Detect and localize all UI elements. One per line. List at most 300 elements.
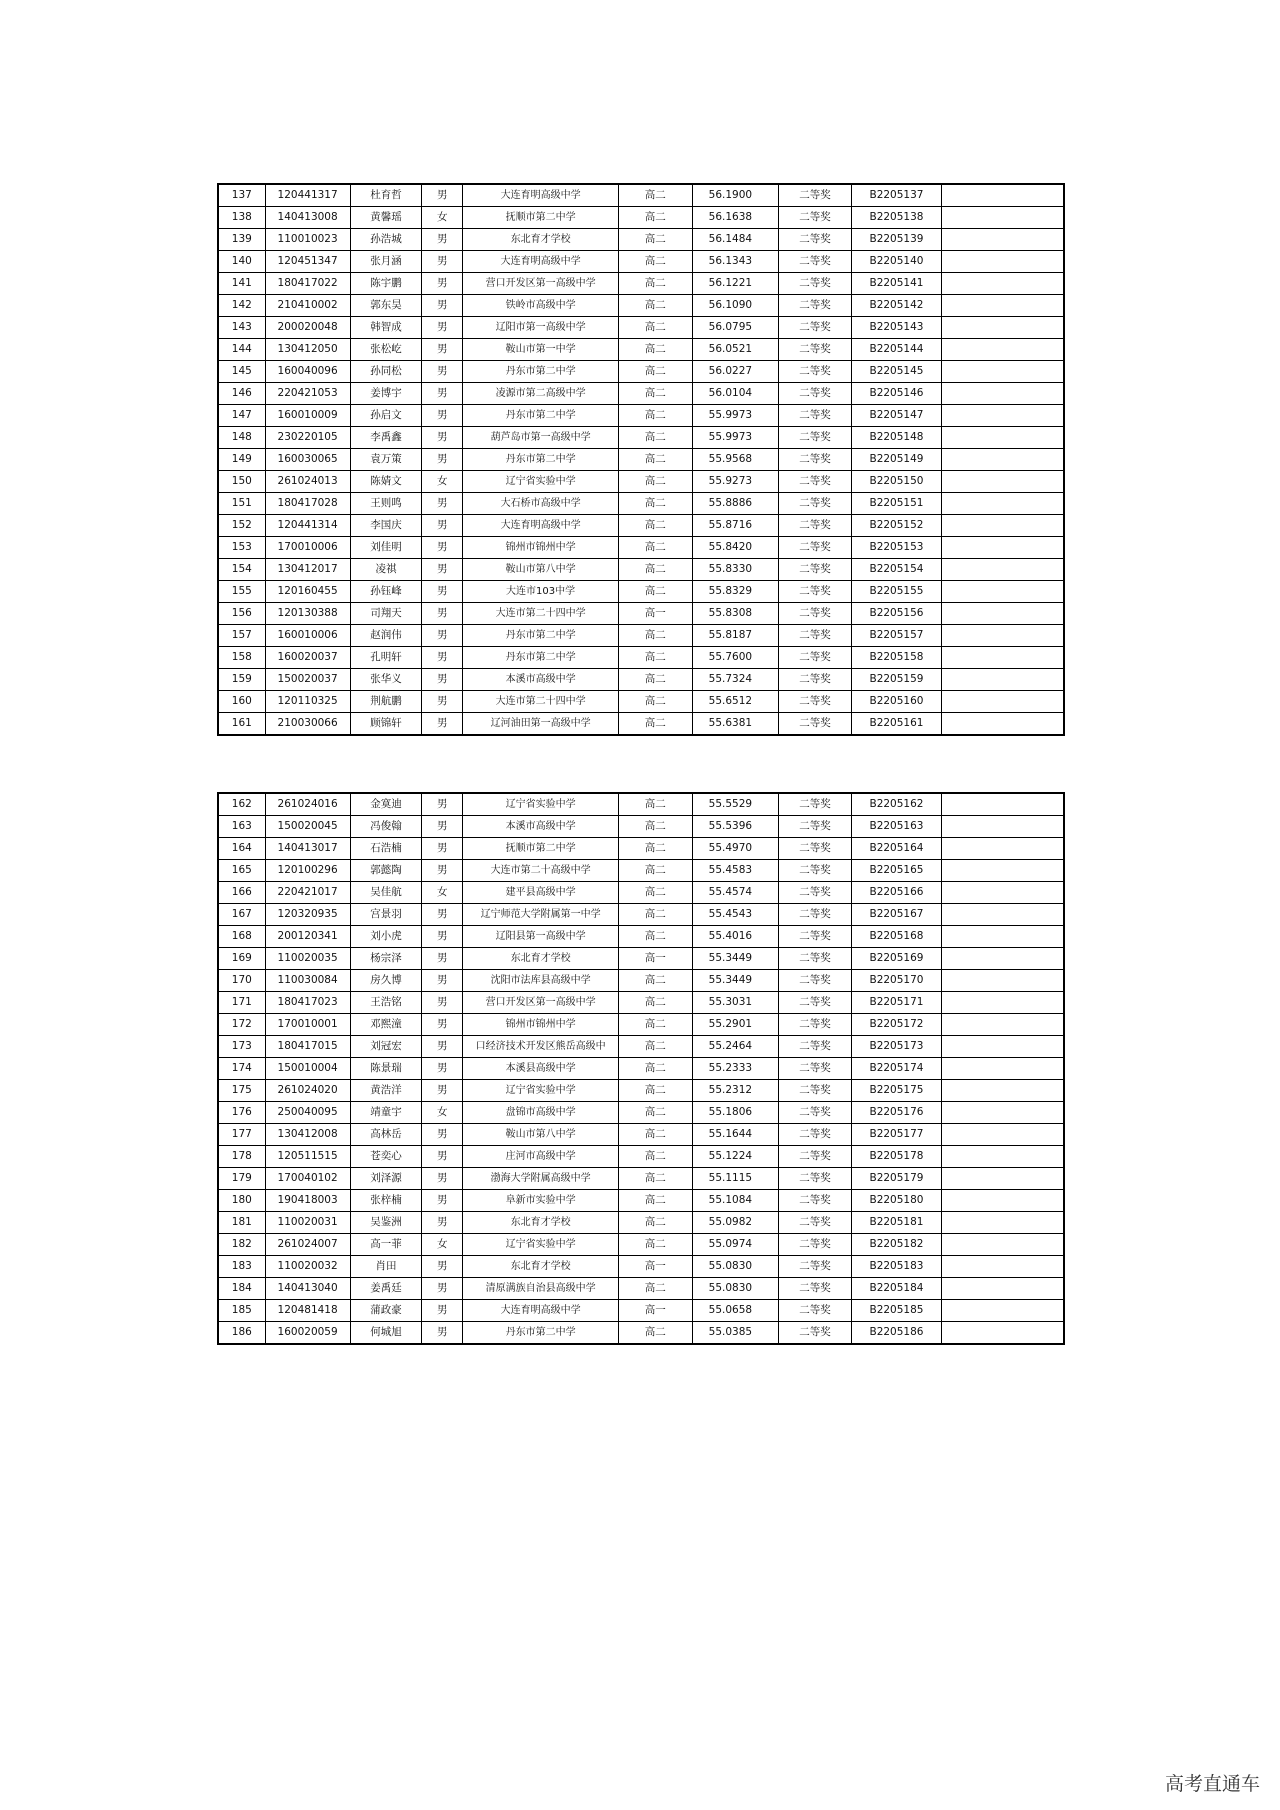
name-cell: 孙启文 — [350, 405, 422, 427]
award-cell: 二等奖 — [778, 691, 852, 713]
empty-cell — [941, 713, 1064, 736]
empty-cell — [941, 882, 1064, 904]
award-cell: 二等奖 — [778, 273, 852, 295]
award-cell: 二等奖 — [778, 838, 852, 860]
award-cell: 二等奖 — [778, 1058, 852, 1080]
award-cell: 二等奖 — [778, 1300, 852, 1322]
exam-id-cell: 261024007 — [265, 1234, 350, 1256]
name-cell: 高林岳 — [350, 1124, 422, 1146]
grade-cell: 高二 — [618, 970, 692, 992]
exam-id-cell: 110030084 — [265, 970, 350, 992]
table-row — [218, 317, 1064, 339]
empty-cell — [941, 581, 1064, 603]
cert-id-cell: B2205137 — [852, 184, 941, 207]
gender-cell: 男 — [422, 970, 463, 992]
exam-id-cell: 160010009 — [265, 405, 350, 427]
name-cell: 刘泽源 — [350, 1168, 422, 1190]
score-cell: 55.2464 — [692, 1036, 778, 1058]
award-cell: 二等奖 — [778, 882, 852, 904]
cert-id-cell: B2205169 — [852, 948, 941, 970]
cert-id-cell: B2205179 — [852, 1168, 941, 1190]
score-cell: 55.4583 — [692, 860, 778, 882]
school-cell: 大连市第二十四中学 — [463, 691, 619, 713]
cert-id-cell: B2205166 — [852, 882, 941, 904]
gender-cell: 男 — [422, 361, 463, 383]
award-cell: 二等奖 — [778, 1168, 852, 1190]
name-cell: 张松屹 — [350, 339, 422, 361]
score-cell: 55.5396 — [692, 816, 778, 838]
award-cell: 二等奖 — [778, 1146, 852, 1168]
table-row — [218, 493, 1064, 515]
score-cell: 56.1090 — [692, 295, 778, 317]
gender-cell: 男 — [422, 405, 463, 427]
score-cell: 56.0521 — [692, 339, 778, 361]
school-cell: 凌源市第二高级中学 — [463, 383, 619, 405]
grade-cell: 高二 — [618, 816, 692, 838]
cert-id-cell: B2205148 — [852, 427, 941, 449]
rank-cell: 141 — [218, 273, 265, 295]
school-cell: 丹东市第二中学 — [463, 647, 619, 669]
cert-id-cell: B2205156 — [852, 603, 941, 625]
school-cell: 建平县高级中学 — [463, 882, 619, 904]
grade-cell: 高二 — [618, 339, 692, 361]
grade-cell: 高二 — [618, 1014, 692, 1036]
table-row — [218, 295, 1064, 317]
school-cell: 铁岭市高级中学 — [463, 295, 619, 317]
score-cell: 55.0658 — [692, 1300, 778, 1322]
empty-cell — [941, 1036, 1064, 1058]
award-cell: 二等奖 — [778, 713, 852, 736]
table-row — [218, 904, 1064, 926]
rank-cell: 182 — [218, 1234, 265, 1256]
school-cell: 鞍山市第一中学 — [463, 339, 619, 361]
school-cell: 本溪市高级中学 — [463, 669, 619, 691]
grade-cell: 高二 — [618, 493, 692, 515]
grade-cell: 高二 — [618, 383, 692, 405]
table-row — [218, 1190, 1064, 1212]
exam-id-cell: 120110325 — [265, 691, 350, 713]
gender-cell: 男 — [422, 713, 463, 736]
rank-cell: 153 — [218, 537, 265, 559]
gender-cell: 男 — [422, 603, 463, 625]
empty-cell — [941, 1080, 1064, 1102]
exam-id-cell: 160010006 — [265, 625, 350, 647]
rank-cell: 172 — [218, 1014, 265, 1036]
grade-cell: 高二 — [618, 1322, 692, 1345]
award-cell: 二等奖 — [778, 581, 852, 603]
score-cell: 55.8308 — [692, 603, 778, 625]
score-cell: 55.9568 — [692, 449, 778, 471]
school-cell: 丹东市第二中学 — [463, 361, 619, 383]
grade-cell: 高二 — [618, 669, 692, 691]
cert-id-cell: B2205145 — [852, 361, 941, 383]
name-cell: 郭东昊 — [350, 295, 422, 317]
score-cell: 55.3449 — [692, 948, 778, 970]
exam-id-cell: 120100296 — [265, 860, 350, 882]
score-cell: 56.0227 — [692, 361, 778, 383]
empty-cell — [941, 339, 1064, 361]
grade-cell: 高二 — [618, 471, 692, 493]
empty-cell — [941, 229, 1064, 251]
school-cell: 本溪县高级中学 — [463, 1058, 619, 1080]
gender-cell: 男 — [422, 383, 463, 405]
grade-cell: 高二 — [618, 1278, 692, 1300]
rank-cell: 139 — [218, 229, 265, 251]
name-cell: 孔明轩 — [350, 647, 422, 669]
exam-id-cell: 170010001 — [265, 1014, 350, 1036]
exam-id-cell: 120130388 — [265, 603, 350, 625]
exam-id-cell: 120441314 — [265, 515, 350, 537]
name-cell: 宫景羽 — [350, 904, 422, 926]
cert-id-cell: B2205177 — [852, 1124, 941, 1146]
rank-cell: 152 — [218, 515, 265, 537]
cert-id-cell: B2205184 — [852, 1278, 941, 1300]
exam-id-cell: 210410002 — [265, 295, 350, 317]
gender-cell: 男 — [422, 1036, 463, 1058]
cert-id-cell: B2205157 — [852, 625, 941, 647]
cert-id-cell: B2205144 — [852, 339, 941, 361]
cert-id-cell: B2205146 — [852, 383, 941, 405]
school-cell: 东北育才学校 — [463, 1256, 619, 1278]
rank-cell: 159 — [218, 669, 265, 691]
empty-cell — [941, 992, 1064, 1014]
award-cell: 二等奖 — [778, 1322, 852, 1345]
grade-cell: 高二 — [618, 1102, 692, 1124]
rank-cell: 167 — [218, 904, 265, 926]
school-cell: 辽宁省实验中学 — [463, 793, 619, 816]
rank-cell: 137 — [218, 184, 265, 207]
cert-id-cell: B2205153 — [852, 537, 941, 559]
school-cell: 丹东市第二中学 — [463, 1322, 619, 1345]
score-cell: 55.8187 — [692, 625, 778, 647]
school-cell: 清原满族自治县高级中学 — [463, 1278, 619, 1300]
table-row — [218, 229, 1064, 251]
school-cell: 沈阳市法库县高级中学 — [463, 970, 619, 992]
grade-cell: 高二 — [618, 1036, 692, 1058]
grade-cell: 高二 — [618, 207, 692, 229]
rank-cell: 148 — [218, 427, 265, 449]
gender-cell: 男 — [422, 1322, 463, 1345]
rank-cell: 166 — [218, 882, 265, 904]
gender-cell: 男 — [422, 559, 463, 581]
grade-cell: 高二 — [618, 1124, 692, 1146]
table-row — [218, 251, 1064, 273]
gender-cell: 男 — [422, 1168, 463, 1190]
rank-cell: 162 — [218, 793, 265, 816]
school-cell: 抚顺市第二中学 — [463, 207, 619, 229]
table-row — [218, 838, 1064, 860]
rank-cell: 151 — [218, 493, 265, 515]
cert-id-cell: B2205158 — [852, 647, 941, 669]
gender-cell: 男 — [422, 317, 463, 339]
cert-id-cell: B2205160 — [852, 691, 941, 713]
name-cell: 刘冠宏 — [350, 1036, 422, 1058]
score-cell: 55.3031 — [692, 992, 778, 1014]
school-cell: 营口开发区第一高级中学 — [463, 273, 619, 295]
empty-cell — [941, 838, 1064, 860]
score-cell: 55.1115 — [692, 1168, 778, 1190]
rank-cell: 154 — [218, 559, 265, 581]
empty-cell — [941, 515, 1064, 537]
grade-cell: 高二 — [618, 625, 692, 647]
cert-id-cell: B2205178 — [852, 1146, 941, 1168]
school-cell: 锦州市锦州中学 — [463, 537, 619, 559]
gender-cell: 男 — [422, 793, 463, 816]
cert-id-cell: B2205170 — [852, 970, 941, 992]
rank-cell: 140 — [218, 251, 265, 273]
table-row — [218, 691, 1064, 713]
award-cell: 二等奖 — [778, 515, 852, 537]
score-cell: 55.9973 — [692, 427, 778, 449]
exam-id-cell: 140413017 — [265, 838, 350, 860]
school-cell: 辽阳市第一高级中学 — [463, 317, 619, 339]
table-row — [218, 1146, 1064, 1168]
school-cell: 东北育才学校 — [463, 229, 619, 251]
table-row — [218, 207, 1064, 229]
score-cell: 56.1484 — [692, 229, 778, 251]
table-row — [218, 1212, 1064, 1234]
award-cell: 二等奖 — [778, 339, 852, 361]
exam-id-cell: 160030065 — [265, 449, 350, 471]
school-cell: 丹东市第二中学 — [463, 625, 619, 647]
school-cell: 辽阳县第一高级中学 — [463, 926, 619, 948]
name-cell: 刘小虎 — [350, 926, 422, 948]
gender-cell: 男 — [422, 427, 463, 449]
exam-id-cell: 210030066 — [265, 713, 350, 736]
rank-cell: 183 — [218, 1256, 265, 1278]
award-cell: 二等奖 — [778, 537, 852, 559]
score-cell: 55.0385 — [692, 1322, 778, 1345]
cert-id-cell: B2205183 — [852, 1256, 941, 1278]
rank-cell: 164 — [218, 838, 265, 860]
exam-id-cell: 160040096 — [265, 361, 350, 383]
table-row — [218, 793, 1064, 816]
cert-id-cell: B2205180 — [852, 1190, 941, 1212]
empty-cell — [941, 207, 1064, 229]
award-cell: 二等奖 — [778, 860, 852, 882]
rank-cell: 185 — [218, 1300, 265, 1322]
gender-cell: 男 — [422, 860, 463, 882]
rank-cell: 180 — [218, 1190, 265, 1212]
school-cell: 丹东市第二中学 — [463, 449, 619, 471]
table-row — [218, 1168, 1064, 1190]
score-cell: 55.1224 — [692, 1146, 778, 1168]
empty-cell — [941, 1300, 1064, 1322]
name-cell: 靖童宇 — [350, 1102, 422, 1124]
gender-cell: 男 — [422, 581, 463, 603]
gender-cell: 男 — [422, 1212, 463, 1234]
rank-cell: 163 — [218, 816, 265, 838]
name-cell: 李国庆 — [350, 515, 422, 537]
table-row — [218, 882, 1064, 904]
rank-cell: 175 — [218, 1080, 265, 1102]
name-cell: 冯俊翰 — [350, 816, 422, 838]
name-cell: 陈景瑞 — [350, 1058, 422, 1080]
name-cell: 杨宗泽 — [350, 948, 422, 970]
cert-id-cell: B2205165 — [852, 860, 941, 882]
score-cell: 55.2333 — [692, 1058, 778, 1080]
cert-id-cell: B2205182 — [852, 1234, 941, 1256]
score-cell: 56.1638 — [692, 207, 778, 229]
cert-id-cell: B2205140 — [852, 251, 941, 273]
name-cell: 刘佳明 — [350, 537, 422, 559]
table-row — [218, 1124, 1064, 1146]
rank-cell: 173 — [218, 1036, 265, 1058]
empty-cell — [941, 1234, 1064, 1256]
empty-cell — [941, 970, 1064, 992]
score-cell: 55.6512 — [692, 691, 778, 713]
table-row — [218, 405, 1064, 427]
award-cell: 二等奖 — [778, 207, 852, 229]
exam-id-cell: 180417028 — [265, 493, 350, 515]
grade-cell: 高二 — [618, 1146, 692, 1168]
name-cell: 高一菲 — [350, 1234, 422, 1256]
cert-id-cell: B2205163 — [852, 816, 941, 838]
exam-id-cell: 200020048 — [265, 317, 350, 339]
rank-cell: 157 — [218, 625, 265, 647]
exam-id-cell: 120481418 — [265, 1300, 350, 1322]
table-row — [218, 669, 1064, 691]
score-cell: 55.2312 — [692, 1080, 778, 1102]
name-cell: 王浩铭 — [350, 992, 422, 1014]
gender-cell: 男 — [422, 515, 463, 537]
table-row — [218, 427, 1064, 449]
rank-cell: 168 — [218, 926, 265, 948]
name-cell: 司翔天 — [350, 603, 422, 625]
table-row — [218, 515, 1064, 537]
grade-cell: 高二 — [618, 427, 692, 449]
cert-id-cell: B2205159 — [852, 669, 941, 691]
empty-cell — [941, 691, 1064, 713]
score-cell: 55.0974 — [692, 1234, 778, 1256]
empty-cell — [941, 471, 1064, 493]
watermark-text: 高考直通车 — [1164, 1773, 1260, 1795]
empty-cell — [941, 537, 1064, 559]
cert-id-cell: B2205164 — [852, 838, 941, 860]
name-cell: 石浩楠 — [350, 838, 422, 860]
table-row — [218, 713, 1064, 736]
grade-cell: 高二 — [618, 1168, 692, 1190]
school-cell: 口经济技术开发区熊岳高级中 — [463, 1036, 619, 1058]
grade-cell: 高一 — [618, 1300, 692, 1322]
grade-cell: 高二 — [618, 793, 692, 816]
grade-cell: 高二 — [618, 515, 692, 537]
rank-cell: 160 — [218, 691, 265, 713]
grade-cell: 高二 — [618, 647, 692, 669]
cert-id-cell: B2205143 — [852, 317, 941, 339]
school-cell: 大连育明高级中学 — [463, 184, 619, 207]
school-cell: 鞍山市第八中学 — [463, 1124, 619, 1146]
rank-cell: 142 — [218, 295, 265, 317]
cert-id-cell: B2205152 — [852, 515, 941, 537]
award-cell: 二等奖 — [778, 1256, 852, 1278]
name-cell: 张月涵 — [350, 251, 422, 273]
rank-cell: 178 — [218, 1146, 265, 1168]
school-cell: 大连市103中学 — [463, 581, 619, 603]
score-cell: 55.5529 — [692, 793, 778, 816]
school-cell: 营口开发区第一高级中学 — [463, 992, 619, 1014]
award-cell: 二等奖 — [778, 992, 852, 1014]
rank-cell: 169 — [218, 948, 265, 970]
gender-cell: 男 — [422, 816, 463, 838]
grade-cell: 高一 — [618, 1256, 692, 1278]
award-cell: 二等奖 — [778, 793, 852, 816]
rank-cell: 184 — [218, 1278, 265, 1300]
table-row — [218, 948, 1064, 970]
gender-cell: 女 — [422, 471, 463, 493]
grade-cell: 高二 — [618, 1058, 692, 1080]
name-cell: 苍奕心 — [350, 1146, 422, 1168]
table-row — [218, 581, 1064, 603]
rank-cell: 147 — [218, 405, 265, 427]
name-cell: 肖田 — [350, 1256, 422, 1278]
award-cell: 二等奖 — [778, 383, 852, 405]
grade-cell: 高二 — [618, 1234, 692, 1256]
table-row — [218, 339, 1064, 361]
empty-cell — [941, 948, 1064, 970]
cert-id-cell: B2205181 — [852, 1212, 941, 1234]
school-cell: 渤海大学附属高级中学 — [463, 1168, 619, 1190]
gender-cell: 男 — [422, 184, 463, 207]
rank-cell: 156 — [218, 603, 265, 625]
empty-cell — [941, 361, 1064, 383]
exam-id-cell: 180417023 — [265, 992, 350, 1014]
gender-cell: 男 — [422, 926, 463, 948]
gender-cell: 男 — [422, 273, 463, 295]
score-cell: 55.0830 — [692, 1256, 778, 1278]
award-cell: 二等奖 — [778, 405, 852, 427]
award-cell: 二等奖 — [778, 361, 852, 383]
exam-id-cell: 140413008 — [265, 207, 350, 229]
score-cell: 55.9273 — [692, 471, 778, 493]
cert-id-cell: B2205139 — [852, 229, 941, 251]
school-cell: 抚顺市第二中学 — [463, 838, 619, 860]
gender-cell: 男 — [422, 669, 463, 691]
exam-id-cell: 180417015 — [265, 1036, 350, 1058]
rank-cell: 176 — [218, 1102, 265, 1124]
score-cell: 55.0830 — [692, 1278, 778, 1300]
name-cell: 杜育哲 — [350, 184, 422, 207]
exam-id-cell: 130412017 — [265, 559, 350, 581]
name-cell: 孙钰峰 — [350, 581, 422, 603]
table-row — [218, 1058, 1064, 1080]
table-row — [218, 603, 1064, 625]
exam-id-cell: 120160455 — [265, 581, 350, 603]
school-cell: 阜新市实验中学 — [463, 1190, 619, 1212]
gender-cell: 男 — [422, 1256, 463, 1278]
exam-id-cell: 170040102 — [265, 1168, 350, 1190]
name-cell: 陈婧文 — [350, 471, 422, 493]
name-cell: 凌祺 — [350, 559, 422, 581]
cert-id-cell: B2205149 — [852, 449, 941, 471]
empty-cell — [941, 1212, 1064, 1234]
gender-cell: 男 — [422, 1058, 463, 1080]
gender-cell: 男 — [422, 493, 463, 515]
cert-id-cell: B2205175 — [852, 1080, 941, 1102]
table-row — [218, 970, 1064, 992]
table-row — [218, 1036, 1064, 1058]
grade-cell: 高二 — [618, 713, 692, 736]
table-row — [218, 361, 1064, 383]
school-cell: 辽宁省实验中学 — [463, 1234, 619, 1256]
table-row — [218, 1278, 1064, 1300]
table-row — [218, 449, 1064, 471]
grade-cell: 高二 — [618, 251, 692, 273]
grade-cell: 高二 — [618, 838, 692, 860]
exam-id-cell: 110020035 — [265, 948, 350, 970]
award-cell: 二等奖 — [778, 1102, 852, 1124]
grade-cell: 高二 — [618, 992, 692, 1014]
